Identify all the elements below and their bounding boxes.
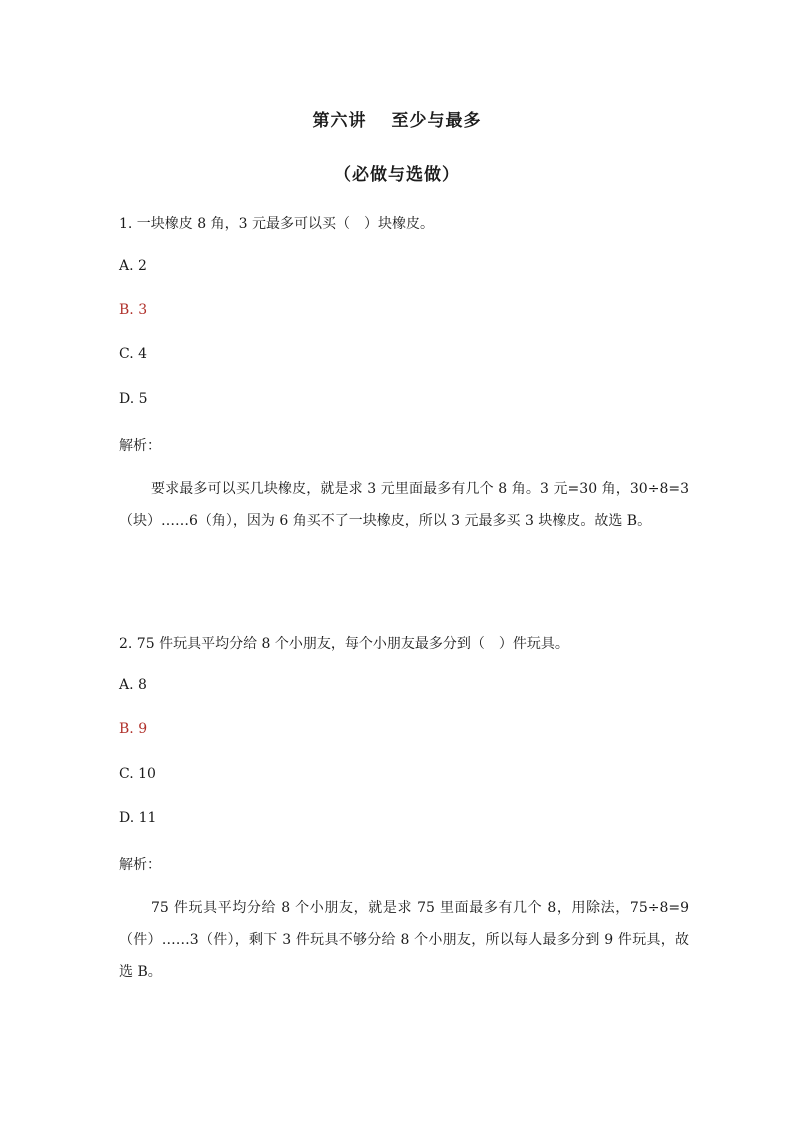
lesson-subtitle: （必做与选做） <box>334 165 460 185</box>
question-1-option-a: A. 2 <box>119 258 147 274</box>
question-2-option-b-correct: B. 9 <box>119 721 148 737</box>
question-1-option-b-correct: B. 3 <box>119 302 148 318</box>
question-1-analysis-label: 解析： <box>119 438 161 454</box>
lesson-title: 第六讲 至少与最多 <box>312 111 482 131</box>
question-2-stem: 2. 75 件玩具平均分给 8 个小朋友，每个小朋友最多分到（ ）件玩具。 <box>119 636 569 652</box>
question-2-analysis-label: 解析： <box>119 857 161 873</box>
question-2-option-c: C. 10 <box>119 766 156 782</box>
question-1-analysis: 要求最多可以买几块橡皮，就是求 3 元里面最多有几个 8 角。3 元=30 角，30÷8=3（块）……6（角），因为 6 角买不了一块橡皮，所以 3 元最多买 3 块橡皮。故选 B。 <box>119 481 689 529</box>
question-2-option-d: D. 11 <box>119 810 157 826</box>
question-2-option-a: A. 8 <box>119 677 147 693</box>
question-1-stem: 1. 一块橡皮 8 角，3 元最多可以买（ ）块橡皮。 <box>119 216 434 232</box>
question-2-analysis: 75 件玩具平均分给 8 个小朋友，就是求 75 里面最多有几个 8，用除法，75÷8=9（件）……3（件），剩下 3 件玩具不够分给 8 个小朋友，所以每人最多分到 9 件玩具，故选 B。 <box>119 900 689 980</box>
question-1-option-d: D. 5 <box>119 391 148 407</box>
question-1-option-c: C. 4 <box>119 346 148 362</box>
